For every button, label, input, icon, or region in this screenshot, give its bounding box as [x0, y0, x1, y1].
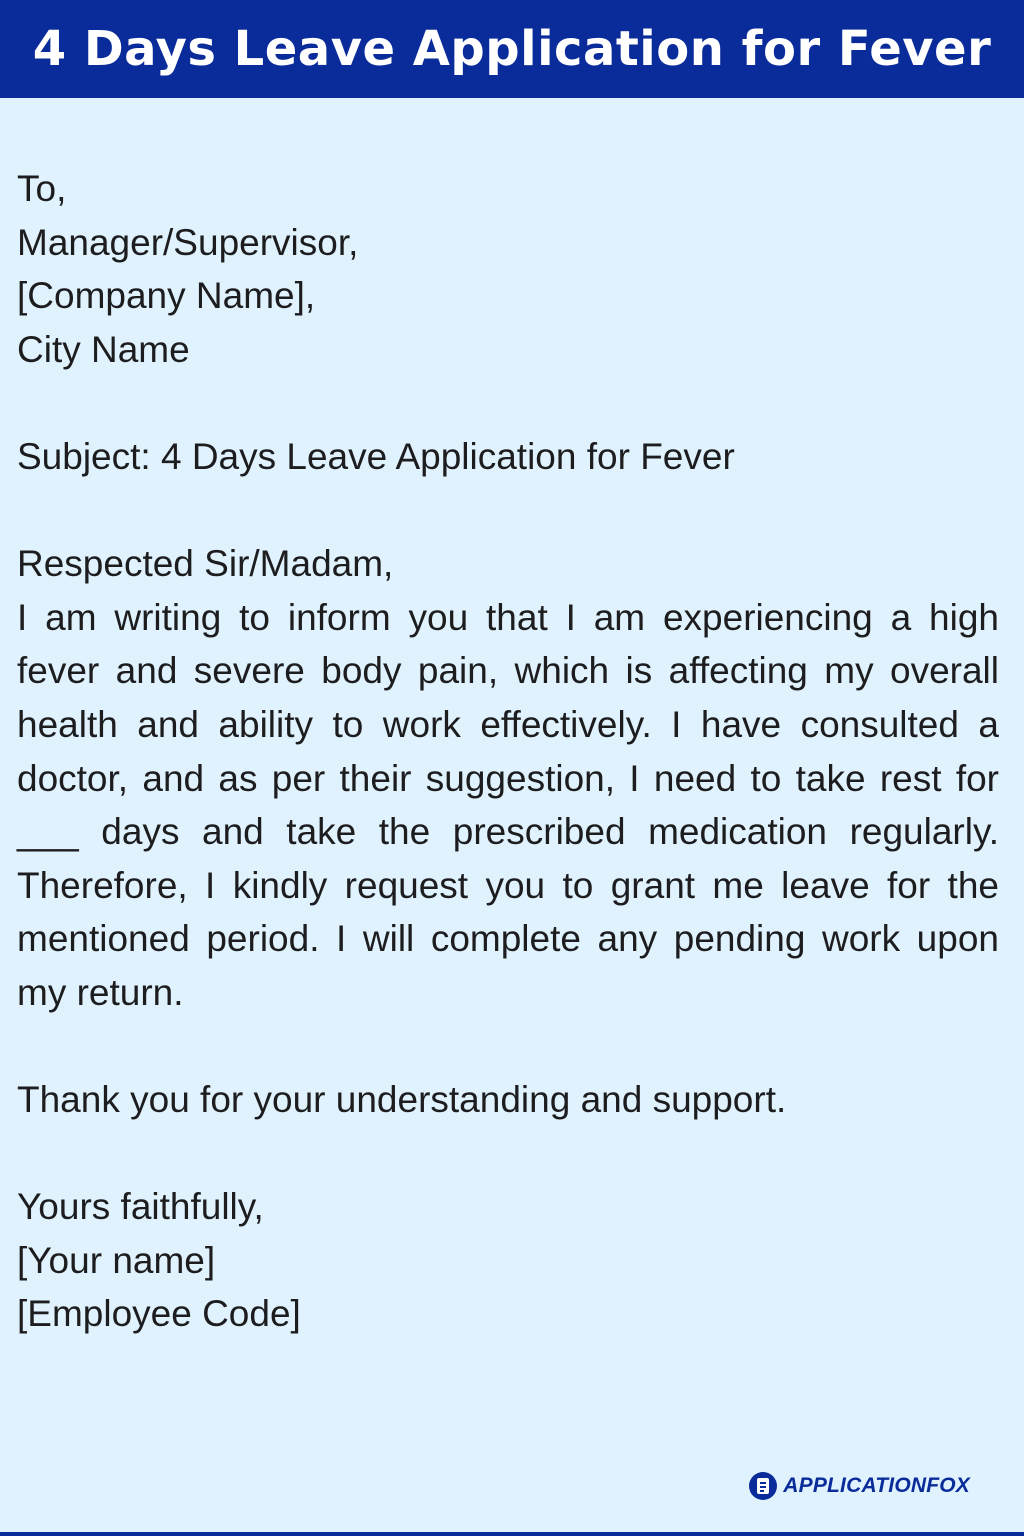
spacer: [17, 1020, 999, 1074]
document-icon: [749, 1472, 777, 1500]
letter-recipient: Manager/Supervisor,: [17, 221, 359, 263]
letter-paragraph: I am writing to inform you that I am experiencing a high fever and severe body pain, which is affecting my overall health and ability to work effectively. I have consulted a doctor, and as per their suggestion, I need to take rest for ___ days and take the prescribed medication regularly. Therefore, I kindly request you to grant me leave for the mentioned period. I will complete any pending work upon my return.: [17, 596, 999, 1013]
letter-body: [17, 162, 999, 1341]
letter-employee-code: [Employee Code]: [17, 1293, 301, 1335]
brand-logo: [749, 1472, 970, 1500]
page-title: 4 Days Leave Application for Fever: [32, 21, 992, 77]
spacer: [17, 1127, 999, 1181]
letter-name: [Your name]: [17, 1239, 216, 1281]
letter-to: To,: [17, 168, 67, 209]
letter-thanks: Thank you for your understanding and support.: [17, 1079, 787, 1121]
header-bar: [0, 0, 1024, 98]
spacer: [17, 376, 999, 430]
letter-salutation: Respected Sir/Madam,: [17, 543, 394, 585]
letter-subject: Subject: 4 Days Leave Application for Fever: [17, 435, 735, 477]
brand-logo-text: APPLICATIONFOX: [783, 1474, 970, 1497]
letter-company: [Company Name],: [17, 275, 316, 317]
spacer: [17, 484, 999, 538]
bottom-divider: [0, 1532, 1024, 1536]
letter-closing: Yours faithfully,: [17, 1186, 264, 1228]
letter-city: City Name: [17, 328, 190, 370]
